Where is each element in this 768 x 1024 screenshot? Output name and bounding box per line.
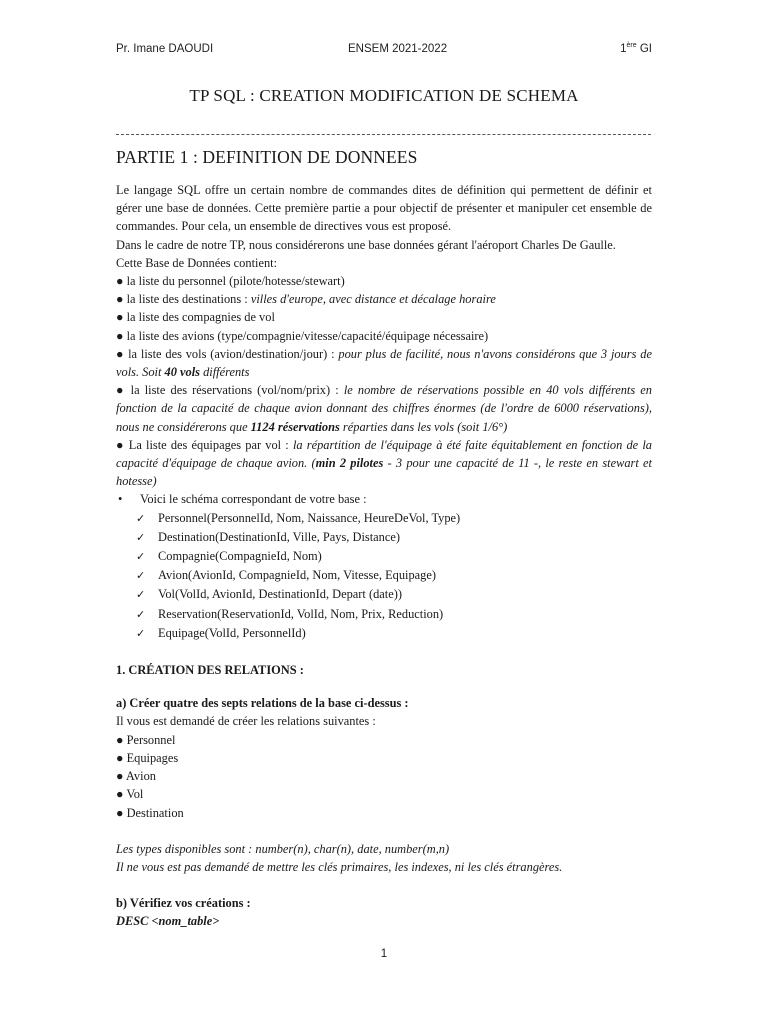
section-heading-creation: 1. CRÉATION DES RELATIONS : <box>116 663 304 678</box>
checkmark-icon: ✓ <box>136 569 146 583</box>
subsection-b-heading: b) Vérifiez vos créations : <box>116 896 251 911</box>
checkmark-icon: ✓ <box>136 607 146 621</box>
schema-relation: Personnel(PersonnelId, Nom, Naissance, HeureDeVol, Type) <box>158 510 461 525</box>
context-paragraph: Dans le cadre de notre TP, nous considérerons une base données gérant l'aéroport Charles De Gaulle. <box>116 237 616 252</box>
subsection-a-text: Il vous est demandé de créer les relations suivantes : <box>116 714 376 729</box>
header-year-label: GI <box>636 43 652 55</box>
relation-item: ● Avion <box>116 769 156 784</box>
schema-intro-item <box>116 490 652 508</box>
contains-line: Cette Base de Données contient: <box>116 255 278 270</box>
header-class <box>620 43 652 55</box>
checkmark-icon: ✓ <box>136 626 146 640</box>
schema-list <box>116 509 652 643</box>
schema-relation: Vol(VolId, AvionId, DestinationId, Depart (date)) <box>158 587 402 602</box>
page-number: 1 <box>380 948 388 960</box>
schema-item <box>136 585 652 604</box>
list-item-equipages <box>116 436 652 491</box>
schema-relation: Compagnie(CompagnieId, Nom) <box>158 549 322 564</box>
schema-item <box>136 547 652 566</box>
vols-label: ● la liste des vols (avion/destination/jour) : <box>116 346 339 361</box>
schema-relation: Destination(DestinationId, Ville, Pays, Distance) <box>158 529 400 544</box>
checkmark-icon: ✓ <box>136 588 146 602</box>
vols-suffix: différents <box>199 365 250 380</box>
bullet-dot-icon: • <box>118 492 123 507</box>
destinations-note: villes d'europe, avec distance et décalage horaire <box>250 292 496 307</box>
subsection-a-heading: a) Créer quatre des septs relations de la base ci-dessus : <box>116 696 409 711</box>
list-item-destinations <box>116 290 652 308</box>
document-title: TP SQL : CREATION MODIFICATION DE SCHEMA <box>189 86 579 105</box>
header-year-num: 1 <box>620 43 627 55</box>
schema-item <box>136 624 652 643</box>
relation-item: ● Vol <box>116 787 144 802</box>
equipages-suffix: - 3 pour une capacité de 11 -, le reste en stewart et hotesse) <box>116 456 652 489</box>
list-item-vols <box>116 345 652 381</box>
part-title: PARTIE 1 : DEFINITION DE DONNEES <box>116 147 418 167</box>
reservations-label: ● la liste des réservations (vol/nom/prix) : <box>116 383 344 398</box>
checkmark-icon: ✓ <box>136 530 146 544</box>
header-year-sup: ère <box>626 42 637 50</box>
schema-item <box>136 528 652 547</box>
destinations-label: ● la liste des destinations : <box>116 292 251 307</box>
equipages-min-pilots: min 2 pilotes <box>315 456 384 471</box>
relation-item: ● Destination <box>116 805 184 820</box>
checkmark-icon: ✓ <box>136 511 146 525</box>
list-item-avions: ● la liste des avions (type/compagnie/vitesse/capacité/équipage nécessaire) <box>116 328 489 343</box>
types-line: Les types disponibles sont : number(n), char(n), date, number(m,n) <box>116 841 450 856</box>
schema-relation: Avion(AvionId, CompagnieId, Nom, Vitesse, Equipage) <box>158 568 436 583</box>
schema-intro: Voici le schéma correspondant de votre base : <box>140 492 367 507</box>
vols-note: pour plus de facilité, nous n'avons considérons que 3 jours de vols. Soit <box>116 346 652 380</box>
header-author: Pr. Imane DAOUDI <box>116 43 214 55</box>
keys-line: Il ne vous est pas demandé de mettre les clés primaires, les indexes, ni les clés étrangères. <box>116 859 563 874</box>
intro-paragraph: Le langage SQL offre un certain nombre de commandes dites de définition qui permettent de définir et gérer une base de données. Cette première partie a pour objectif de présenter et manipuler cet ensemble de commandes. Pour cela, un ensemble de directives vous est proposé. <box>116 183 652 234</box>
schema-relation: Reservation(ReservationId, VolId, Nom, Prix, Reduction) <box>158 606 444 621</box>
schema-item <box>136 605 652 624</box>
schema-item <box>136 566 652 585</box>
desc-command: DESC <nom_table> <box>116 914 220 929</box>
reservations-note: le nombre de réservations possible en 40 vols différents en fonction de la capacité de chaque avion donnant des chiffres énormes (de l'ordre de 6000 réservations), nous ne considérerons que <box>116 383 653 434</box>
list-item-reservations <box>116 381 652 436</box>
reservations-suffix: réparties dans les vols (soit 1/6°) <box>339 419 508 434</box>
equipages-note: la répartition de l'équipage à été faite équitablement en fonction de la capacité d'équipage de chaque avion. ( <box>116 437 653 471</box>
list-item-compagnies: ● la liste des compagnies de vol <box>116 310 275 325</box>
schema-item <box>136 509 652 528</box>
document-body <box>116 181 652 931</box>
header-school: ENSEM 2021-2022 <box>348 43 448 55</box>
relation-item: ● Personnel <box>116 732 176 747</box>
list-item-personnel: ● la liste du personnel (pilote/hotesse/stewart) <box>116 274 345 289</box>
schema-relation: Equipage(VolId, PersonnelId) <box>158 625 306 640</box>
vols-count: 40 vols <box>164 365 200 380</box>
checkmark-icon: ✓ <box>136 550 146 564</box>
reservations-count: 1124 réservations <box>250 419 340 434</box>
relation-item: ● Equipages <box>116 750 179 765</box>
dashed-divider <box>116 134 651 135</box>
equipages-label: ● La liste des équipages par vol : <box>116 437 293 452</box>
